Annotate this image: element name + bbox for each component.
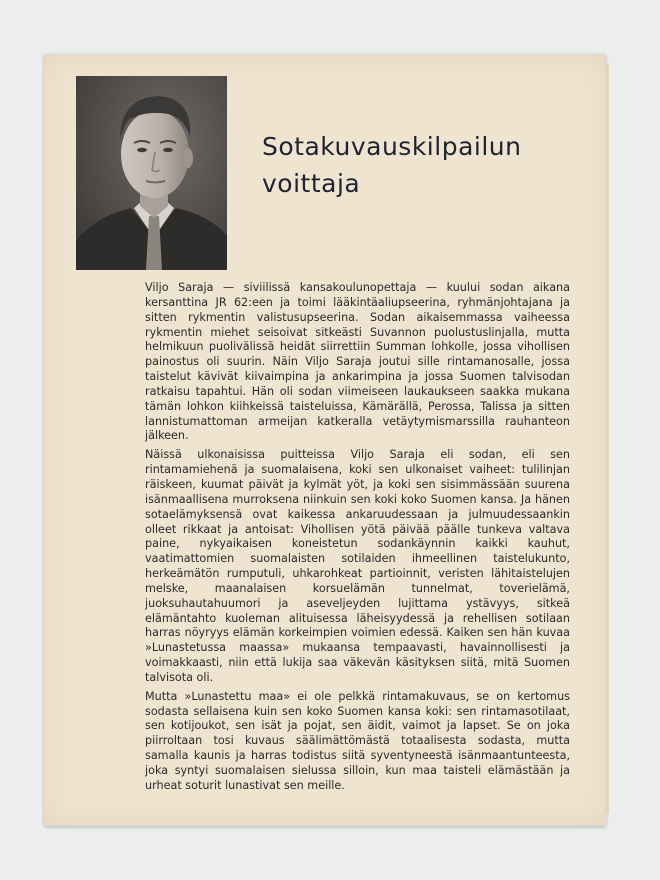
paragraph-2: Näissä ulkonaisissa puitteissa Viljo Saraja eli sodan, eli sen rintamamiehenä ja suomalaisena, koki sen ulkonaiset vaiheet: tulilinjan räiskeen, kuumat päivät ja kylmät yöt, ja koki sen sisimmässään suurena isänmaallisena murroksena niinkuin sen koki koko Suomen kansa. Ja hänen sotaelämyksensä ovat kaikessa ankaruudessaan ja julmuudessaankin olleet rikkaat ja antoisat: Vihollisen yötä päivää päälle tunkeva valtava paine, nykyaikaisen koneistetun sodankäynnin kaikki kauhut, vaatimattomien suomalaisten sotilaiden ihmeellinen taistelukunto, herkeämätön rumputuli, uhkarohkeat partioinnit, veristen lähitaistelujen melske, maanalaisen korsuelämän tunnelmat, toverielämä, juoksuhautahuumori ja aseveljeyden lujittama ystävyys, sitkeä elämäntahto kuoleman alituisessa läheisyydessä ja rehellisen sotilaan harras nöyryys elämän korkeimpien voimien edessä. Kaiken sen hän kuvaa »Lunastetussa maassa» mukaansa tempaavasti, havainnollisesti ja voimakkaasti, niin että lukija saa väkevän käsityksen siitä, mitä Suomen talvisota oli. xyxy=(145,448,570,684)
blurb-text xyxy=(145,281,570,798)
paragraph-1: Viljo Saraja — siviilissä kansakoulunopettaja — kuului sodan aikana kersanttina JR 62:een ja toimi lääkintäaliupseerina, ryhmänjohtajana ja sitten rykmentin valistusupseerina. Sodan aikaisemmassa vaiheessa rykmentin miehet seisoivat sitkeästi Suvannon puolustuslinjalla, mutta helmikuun puolivälissä heidät siirrettiin Summan lohkolle, jossa vihollisen painostus oli suurin. Näin Viljo Saraja joutui sille rintamanosalle, jossa taistelut kävivät kiivaimpina ja ankarimpina ja jossa Suomen talvisodan ratkaisu tapahtui. Hän oli sodan viimeiseen laukaukseen saakka mukana tämän lohkon kiihkeissä taisteluissa, Kämärällä, Perossa, Talissa ja sitten lannistumattoman armeijan katkeralla vetäytymismarssilla rauhanteon jälkeen. xyxy=(145,281,570,443)
heading-line-2: voittaja xyxy=(262,169,361,198)
paragraph-3: Mutta »Lunastettu maa» ei ole pelkkä rintamakuvaus, se on kertomus sodasta sellaisena kuin sen koko Suomen kansa koki: sen rintamasotilaat, sen kotijoukot, sen isät ja pojat, sen äidit, vaimot ja lapset. Se on joka piirroltaan tosi kuvaus säälimättömästä totaalisesta sodasta, mutta samalla kaunis ja harras todistus siitä syventyneestä isänmaantunteesta, joka syntyi suomalaisen sielussa silloin, kun maa taisteli elämästään ja urheat soturit lunastivat sen meille. xyxy=(145,689,570,792)
author-portrait-photo-icon xyxy=(76,76,227,270)
author-portrait xyxy=(76,76,227,270)
book-back-cover xyxy=(44,54,606,826)
heading xyxy=(262,128,521,202)
heading-line-1: Sotakuvauskilpailun xyxy=(262,132,522,161)
